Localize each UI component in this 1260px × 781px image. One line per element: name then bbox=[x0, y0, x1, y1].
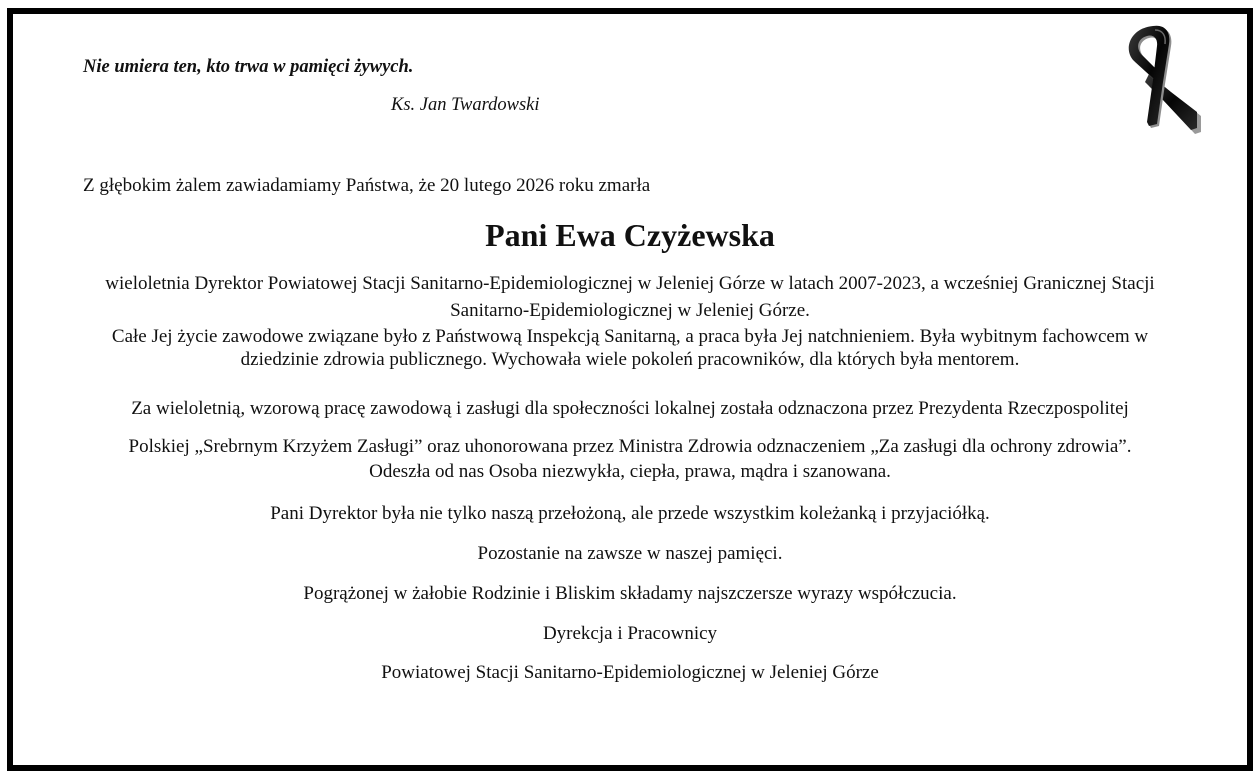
deceased-name: Pani Ewa Czyżewska bbox=[485, 217, 775, 253]
body-line-7: Odeszła od nas Osoba niezwykła, ciepła, prawa, mądra i szanowana. bbox=[369, 461, 891, 482]
signature-line-2: Powiatowej Stacji Sanitarno-Epidemiologicznej w Jeleniej Górze bbox=[381, 662, 879, 683]
announcement-intro: Z głębokim żalem zawiadamiamy Państwa, że 20 lutego 2026 roku zmarła bbox=[83, 175, 651, 196]
mourning-ribbon-icon bbox=[1113, 22, 1205, 134]
body-line-5: Za wieloletnią, wzorową pracę zawodową i zasługi dla społeczności lokalnej została odznaczona przez Prezydenta Rzeczpospolitej bbox=[131, 398, 1129, 419]
body-line-2: Sanitarno-Epidemiologicznej w Jeleniej Górze. bbox=[450, 300, 810, 321]
body-line-8: Pani Dyrektor była nie tylko naszą przełożoną, ale przede wszystkim koleżanką i przyjaciółką. bbox=[270, 503, 990, 524]
body-line-10: Pogrążonej w żałobie Rodzinie i Bliskim składamy najszczersze wyrazy współczucia. bbox=[303, 583, 957, 604]
epigraph-author: Ks. Jan Twardowski bbox=[391, 95, 540, 115]
body-line-6: Polskiej „Srebrnym Krzyżem Zasługi” oraz uhonorowana przez Ministra Zdrowia odznaczeniem „Za zasługi dla ochrony zdrowia”. bbox=[128, 436, 1132, 457]
signature-line-1: Dyrekcja i Pracownicy bbox=[542, 623, 718, 644]
obituary-frame bbox=[7, 8, 1253, 771]
body-line-4: dziedzinie zdrowia publicznego. Wychowała wiele pokoleń pracowników, dla których była mentorem. bbox=[240, 349, 1020, 370]
body-line-9: Pozostanie na zawsze w naszej pamięci. bbox=[477, 543, 783, 564]
body-line-1: wieloletnia Dyrektor Powiatowej Stacji Sanitarno-Epidemiologicznej w Jeleniej Górze w latach 2007-2023, a wcześniej Granicznej Stacji bbox=[105, 273, 1155, 294]
body-line-3: Całe Jej życie zawodowe związane było z Państwową Inspekcją Sanitarną, a praca była Jej natchnieniem. Była wybitnym fachowcem w bbox=[111, 326, 1149, 347]
epigraph-quote: Nie umiera ten, kto trwa w pamięci żywych. bbox=[83, 57, 414, 77]
